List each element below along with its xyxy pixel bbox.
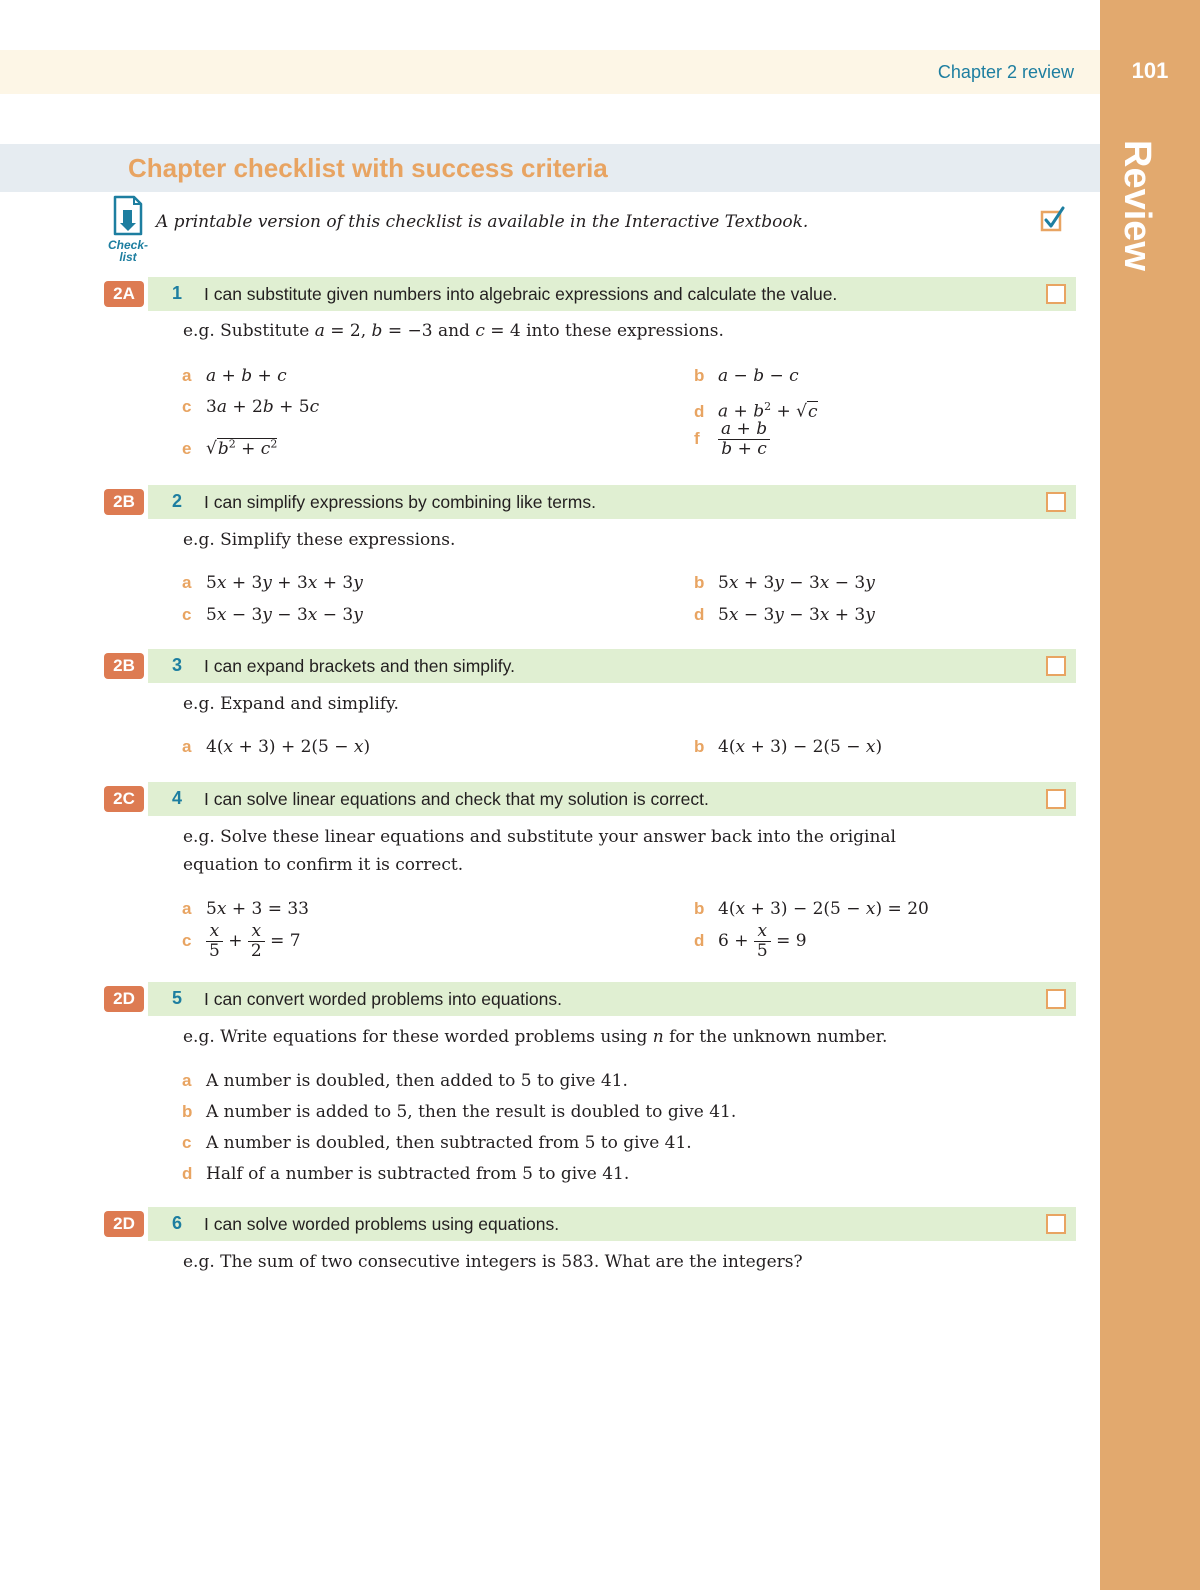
- criterion-bar: [148, 782, 1076, 816]
- part-a: a a + b + c: [182, 366, 287, 386]
- section-tag[interactable]: 2D: [104, 1211, 144, 1237]
- part-b: [182, 1100, 736, 1124]
- checklist-icon-label: Check- list: [107, 238, 148, 264]
- criterion-checkbox[interactable]: [1046, 989, 1066, 1009]
- part-a: a 5x + 3 = 33: [182, 899, 309, 919]
- title-band: [0, 144, 1100, 192]
- page-title: Chapter checklist with success criteria: [128, 153, 608, 183]
- criterion-bar: [148, 649, 1076, 683]
- section-tag[interactable]: 2D: [104, 986, 144, 1012]
- part-c: c 3a + 2b + 5c: [182, 397, 320, 417]
- criterion-number: 4: [172, 788, 183, 808]
- criterion-checkbox[interactable]: [1046, 656, 1066, 676]
- part-letter: a: [182, 737, 192, 756]
- part-d: d $a + b^2 + √c$: [694, 400, 818, 422]
- part-letter: c: [182, 931, 192, 950]
- part-b: b 4(x + 3) − 2(5 − x): [694, 737, 883, 757]
- criterion-example: e.g. Expand and simplify.: [183, 694, 399, 714]
- criterion-bar: [148, 982, 1076, 1016]
- part-letter: d: [694, 605, 705, 624]
- part-letter: d: [182, 1164, 193, 1183]
- side-label-container: [1116, 140, 1160, 280]
- criterion-text: I can substitute given numbers into algebraic expressions and calculate the value.: [204, 284, 838, 304]
- criterion-text: I can solve linear equations and check that my solution is correct.: [204, 789, 709, 809]
- part-letter: e: [182, 438, 192, 458]
- criterion-text: I can expand brackets and then simplify.: [204, 656, 515, 676]
- criterion-text: I can simplify expressions by combining like terms.: [204, 492, 596, 512]
- section-tag[interactable]: 2B: [104, 489, 144, 515]
- part-letter: a: [182, 366, 192, 385]
- part-d: d 6 + $\frac{x}{5}$ = 9: [694, 921, 807, 961]
- checklist-icon[interactable]: [102, 195, 154, 267]
- part-letter: c: [182, 605, 192, 624]
- side-label: Review: [1116, 140, 1158, 271]
- part-a: a 5x + 3y + 3x + 3y: [182, 573, 363, 593]
- part-letter: b: [694, 573, 705, 592]
- page-number: 101: [1131, 58, 1169, 83]
- part-a: a 4(x + 3) + 2(5 − x): [182, 737, 371, 757]
- part-letter: c: [182, 397, 192, 416]
- criterion-text: I can solve worded problems using equations.: [204, 1214, 560, 1234]
- part-text: A number is doubled, then subtracted from 5 to give 41.: [206, 1133, 692, 1153]
- part-letter: b: [694, 899, 705, 918]
- part-letter: c: [182, 1133, 192, 1152]
- header-band: [0, 50, 1100, 94]
- part-b: b a − b − c: [694, 366, 799, 386]
- part-d: [182, 1162, 629, 1186]
- part-e: e $√b^2 + c^2$: [182, 437, 278, 459]
- part-letter: b: [694, 737, 705, 756]
- criterion-number: 6: [172, 1213, 183, 1233]
- criterion-number: 1: [172, 283, 183, 303]
- criterion-bar: [148, 277, 1076, 311]
- section-tag[interactable]: 2A: [104, 281, 144, 307]
- criterion-example: e.g. The sum of two consecutive integers is 583. What are the integers?: [183, 1252, 803, 1272]
- part-letter: b: [694, 366, 705, 385]
- section-tag[interactable]: 2C: [104, 786, 144, 812]
- part-letter: d: [694, 401, 705, 421]
- part-d: d 5x − 3y − 3x + 3y: [694, 605, 875, 625]
- criterion-example: e.g. Solve these linear equations and substitute your answer back into the original equation to confirm it is correct.: [183, 827, 896, 875]
- criterion-bar: [148, 485, 1076, 519]
- part-b: b 4(x + 3) − 2(5 − x) = 20: [694, 899, 929, 919]
- criterion-checkbox[interactable]: [1046, 492, 1066, 512]
- criterion-example: e.g. Substitute a = 2, b = −3 and c = 4 into these expressions.: [183, 321, 724, 341]
- part-text: A number is doubled, then added to 5 to give 41.: [206, 1071, 628, 1091]
- part-c: c 5x − 3y − 3x − 3y: [182, 605, 363, 625]
- part-letter: b: [182, 1102, 193, 1121]
- section-tag[interactable]: 2B: [104, 653, 144, 679]
- running-head: Chapter 2 review: [937, 62, 1074, 82]
- checked-box-icon: [1040, 206, 1066, 232]
- criterion-example: e.g. Write equations for these worded problems using n for the unknown number.: [183, 1027, 888, 1047]
- part-text: A number is added to 5, then the result is doubled to give 41.: [206, 1102, 737, 1122]
- criterion-number: 5: [172, 988, 183, 1008]
- part-c: [182, 1131, 692, 1155]
- part-a: [182, 1069, 628, 1093]
- criterion-checkbox[interactable]: [1046, 1214, 1066, 1234]
- criterion-bar: [148, 1207, 1076, 1241]
- criterion-text: I can convert worded problems into equations.: [204, 989, 562, 1009]
- part-f: f $\frac{a + b}{b + c}$: [694, 420, 770, 459]
- criterion-number: 2: [172, 491, 183, 511]
- part-letter: a: [182, 573, 192, 592]
- part-letter: a: [182, 1071, 192, 1090]
- printable-note: A printable version of this checklist is available in the Interactive Textbook.: [156, 212, 809, 232]
- document-icon: [112, 195, 144, 237]
- part-letter: a: [182, 899, 192, 918]
- part-text: Half of a number is subtracted from 5 to give 41.: [206, 1164, 630, 1184]
- part-letter: d: [694, 931, 705, 950]
- criterion-number: 3: [172, 655, 183, 675]
- criterion-checkbox[interactable]: [1046, 284, 1066, 304]
- part-letter: f: [694, 429, 700, 448]
- part-b: b 5x + 3y − 3x − 3y: [694, 573, 875, 593]
- part-c: c $\frac{x}{5}$ + $\frac{x}{2}$ = 7: [182, 921, 301, 961]
- criterion-example: e.g. Simplify these expressions.: [183, 530, 456, 550]
- criterion-checkbox[interactable]: [1046, 789, 1066, 809]
